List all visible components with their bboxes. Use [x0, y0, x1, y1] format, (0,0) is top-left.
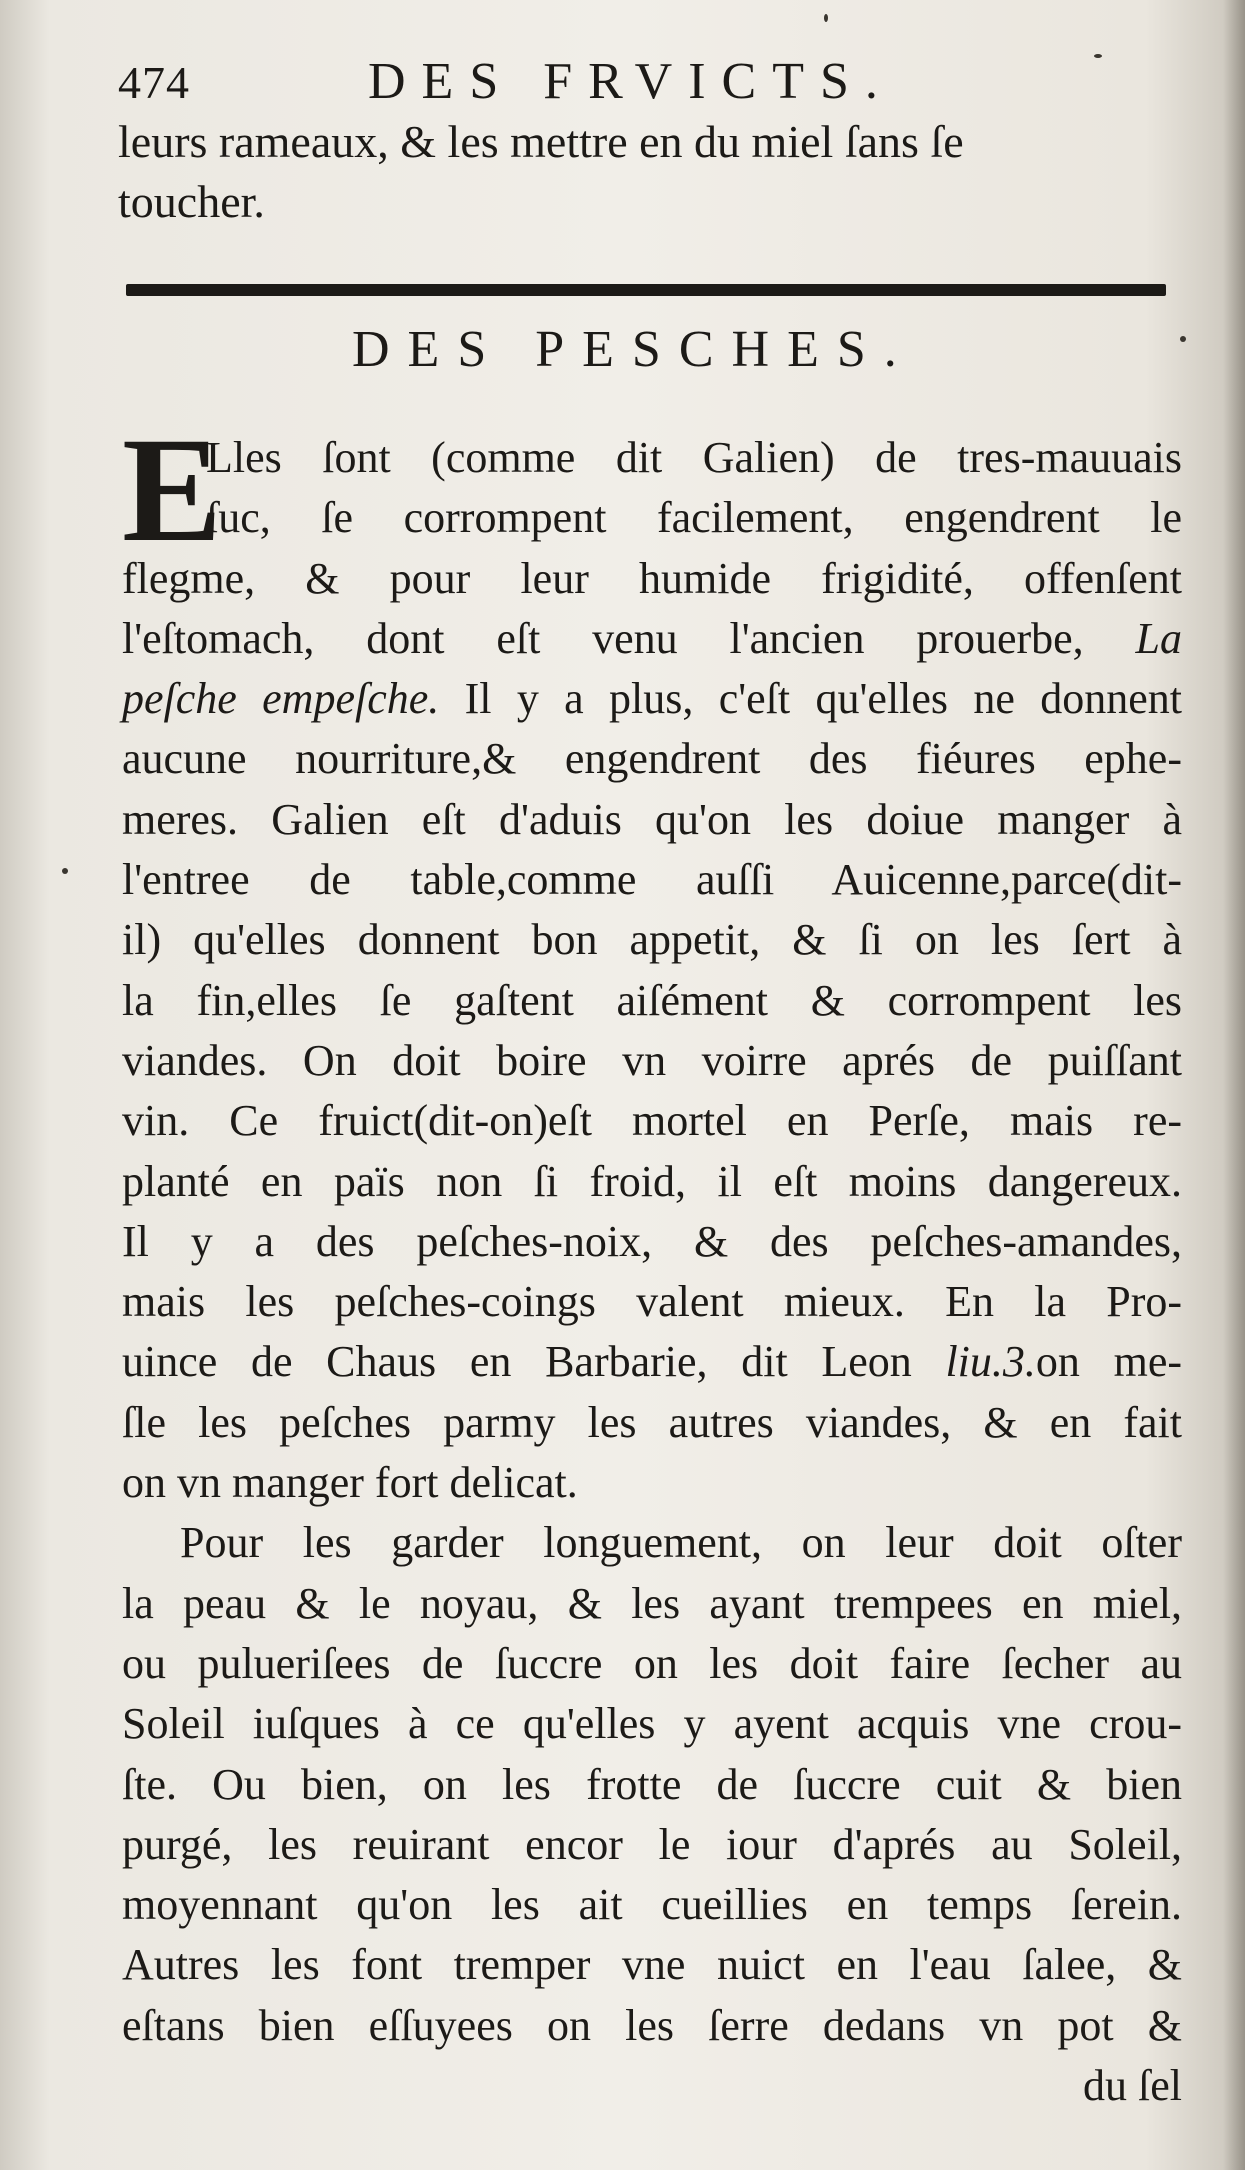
text-line: vin. Ce fruict(dit-on)eſt mortel en Perſe, mais re- [122, 1096, 1182, 1146]
text-line: ſuc, ſe corrompent facilement, engendrent le [206, 493, 1182, 543]
text-line: Lles ſont (comme dit Galien) de tres-mauuais [206, 433, 1182, 482]
section-body [122, 407, 1183, 2116]
drop-cap: E [122, 407, 223, 573]
page-number: 474 [118, 57, 190, 108]
text-line: purgé, les reuirant encor le iour d'aprés au Soleil, [122, 1819, 1182, 1869]
running-title: DES FRVICTS. [368, 53, 894, 110]
text-line: il) qu'elles donnent bon appetit, & ſi on les ſert à [122, 915, 1182, 965]
section-title: DES PESCHES. [352, 321, 915, 378]
text-line: Il y a des peſches-noix, & des peſches-amandes, [122, 1216, 1182, 1266]
text-line: l'entree de table,comme auſſi Auicenne,parce(dit- [122, 855, 1182, 905]
text-line: on vn manger fort delicat. [122, 1458, 578, 1508]
text-line: mais les peſches-coings valent mieux. En la Pro- [122, 1277, 1182, 1327]
text-line: planté en païs non ſi froid, il eſt moins dangereux. [122, 1156, 1182, 1206]
text-line: ſle les peſches parmy les autres viandes, & en fait [122, 1397, 1182, 1447]
paper-speck [824, 14, 828, 22]
text-line: meres. Galien eſt d'aduis qu'on les doiue manger à [122, 794, 1182, 844]
text-line: flegme, & pour leur humide frigidité, offenſent [122, 553, 1182, 603]
text-line: moyennant qu'on les ait cueillies en temps ſerein. [122, 1880, 1182, 1930]
text-line: ſte. Ou bien, on les frotte de ſuccre cuit & bien [122, 1759, 1182, 1809]
text-line: leurs rameaux, & les mettre en du miel ſans ſe [118, 116, 964, 167]
text-line: eſtans bien eſſuyees on les ſerre dedans vn pot & [122, 2000, 1182, 2050]
text-line: uince de Chaus en Barbarie, dit Leon liu.3.on me- [122, 1337, 1182, 1387]
catchword: du ſel [1083, 2061, 1182, 2111]
text-line: la fin,elles ſe gaſtent aiſément & corrompent les [122, 975, 1182, 1025]
paper-speck [62, 868, 68, 874]
text-line: ou pulueriſees de ſuccre on les doit faire ſecher au [122, 1638, 1182, 1688]
text-line: Soleil iuſques à ce qu'elles y ayent acquis vne crou- [122, 1699, 1182, 1749]
paper-speck [1180, 336, 1186, 342]
paper-speck [1094, 54, 1102, 58]
text-line: Pour les garder longuement, on leur doit oſter [180, 1518, 1182, 1568]
text-line: peſche empeſche. Il y a plus, c'eſt qu'elles ne donnent [122, 674, 1183, 724]
text-line: Autres les font tremper vne nuict en l'eau ſalee, & [122, 1940, 1182, 1990]
previous-section-text [118, 112, 1168, 232]
text-line: toucher. [118, 176, 265, 227]
page-gutter-shadow [1223, 0, 1245, 2170]
page-header [118, 52, 1168, 112]
text-line: la peau & le noyau, & les ayant trempees en miel, [122, 1578, 1182, 1628]
text-line: viandes. On doit boire vn voirre aprés de puiſſant [122, 1035, 1182, 1085]
text-line: l'eſtomach, dont eſt venu l'ancien prouerbe, La [122, 613, 1182, 663]
section-divider-rule [126, 284, 1166, 296]
text-line: aucune nourriture,& engendrent des fiéures ephe- [122, 734, 1182, 784]
